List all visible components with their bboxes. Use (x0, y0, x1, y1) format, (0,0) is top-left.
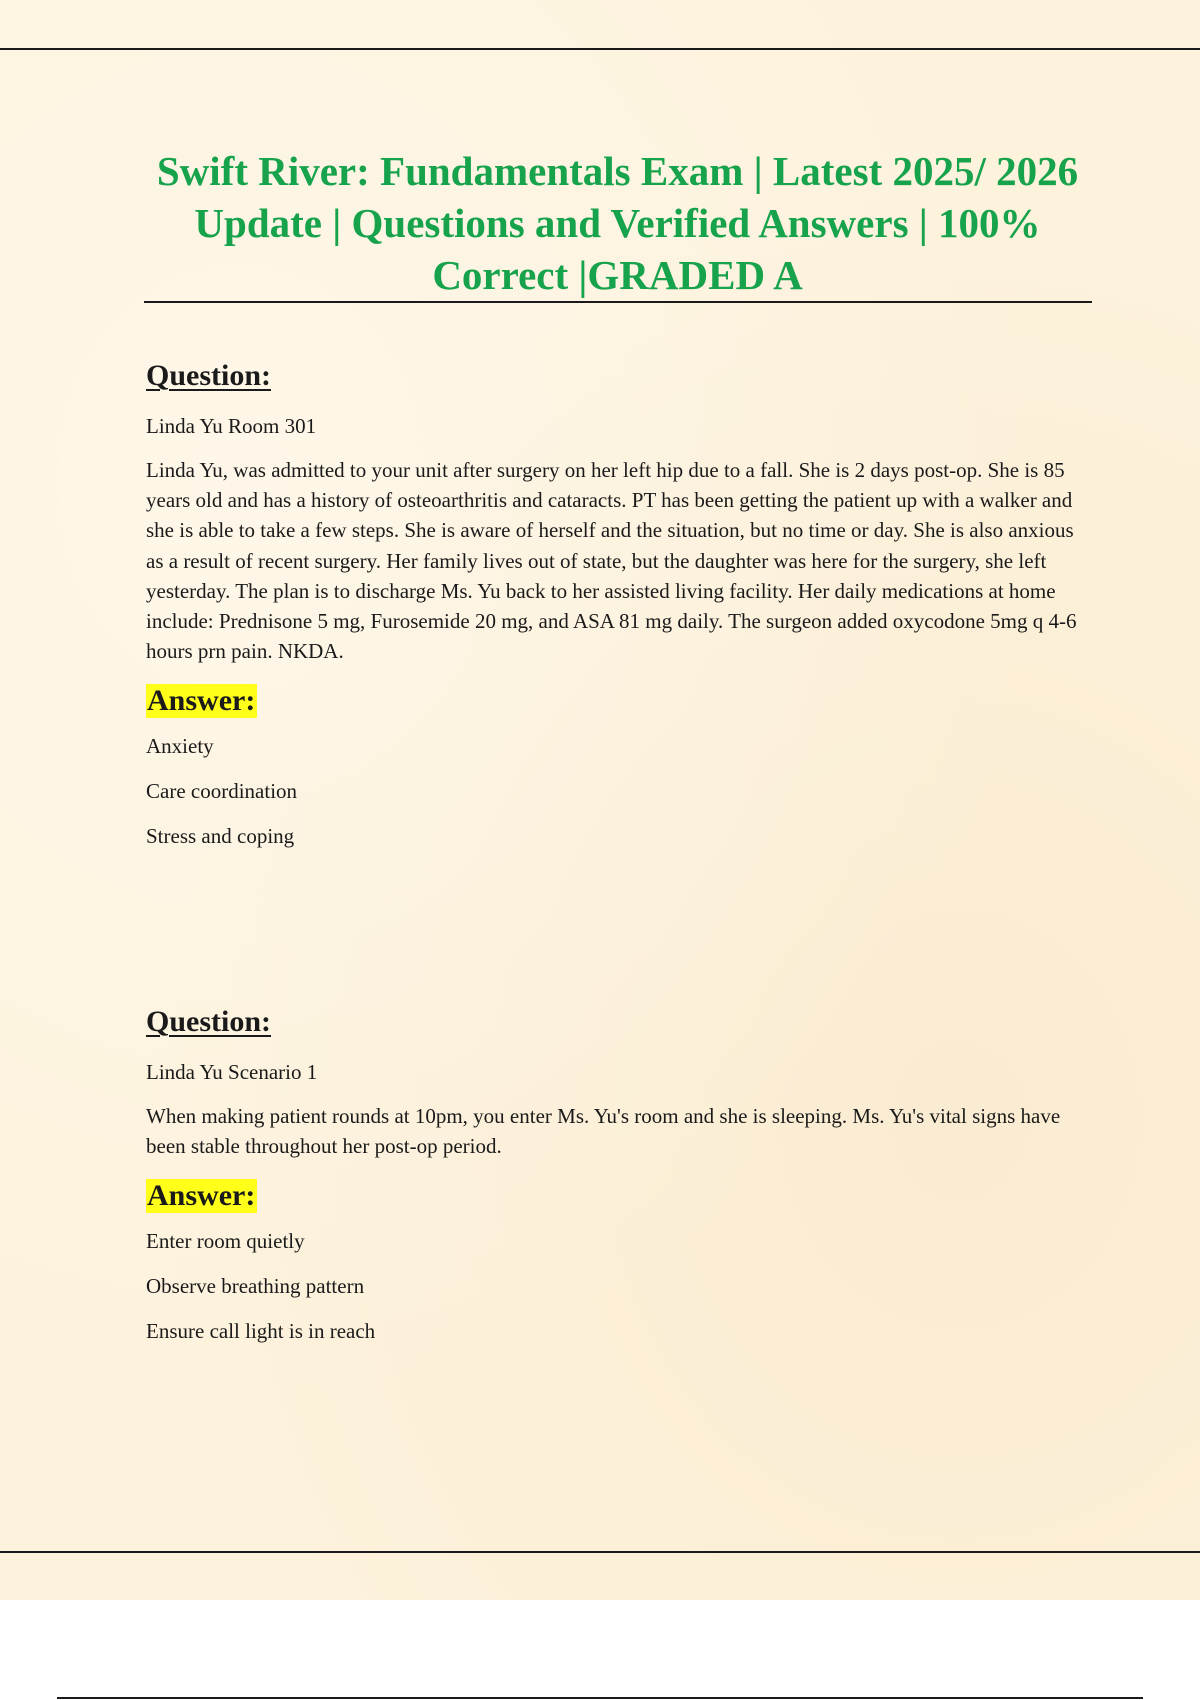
answer-item: Stress and coping (146, 824, 295, 849)
answer-heading: Answer: (147, 1179, 256, 1213)
document-title: Swift River: Fundamentals Exam | Latest 2025/ 2026 Update | Questions and Verified Answers | 100% Correct |GRADED A (156, 148, 1079, 298)
question-subtitle: Linda Yu Room 301 (146, 414, 317, 438)
page-bottom-rule (0, 1551, 1200, 1553)
page-top-rule (0, 48, 1200, 50)
answer-heading: Answer: (147, 684, 256, 718)
answer-item: Anxiety (146, 734, 214, 759)
title-underline-rule (144, 301, 1092, 303)
qa-block-1 (146, 358, 1096, 851)
answer-item: Observe breathing pattern (146, 1274, 365, 1299)
question-subtitle: Linda Yu Scenario 1 (146, 1060, 318, 1084)
question-body: Linda Yu, was admitted to your unit after surgery on her left hip due to a fall. She is 2 days post-op. She is 85 years old and has a history of osteoarthritis and cataracts. PT has been getting the patient up with a walker and she is able to take a few steps. She is aware of herself and the situation, but no time or day. She is also anxious as a result of recent surgery. Her family lives out of state, but the daughter was here for the surgery, she left yesterday. The plan is to discharge Ms. Yu back to her assisted living facility. Her daily medications at home include: Prednisone 5 mg, Furosemide 20 mg, and ASA 81 mg daily. The surgeon added oxycodone 5mg q 4-6 hours prn pain. NKDA. (146, 458, 1077, 664)
question-heading: Question: (146, 359, 272, 392)
question-body: When making patient rounds at 10pm, you enter Ms. Yu's room and she is sleeping. Ms. Yu's vital signs have been stable throughout her post-op period. (146, 1104, 1061, 1159)
answer-item: Enter room quietly (146, 1229, 305, 1254)
next-page-rule (57, 1697, 1143, 1699)
answer-item: Care coordination (146, 779, 298, 804)
answer-item: Ensure call light is in reach (146, 1319, 376, 1344)
qa-block-2 (146, 1004, 1096, 1346)
question-heading: Question: (146, 1005, 272, 1038)
